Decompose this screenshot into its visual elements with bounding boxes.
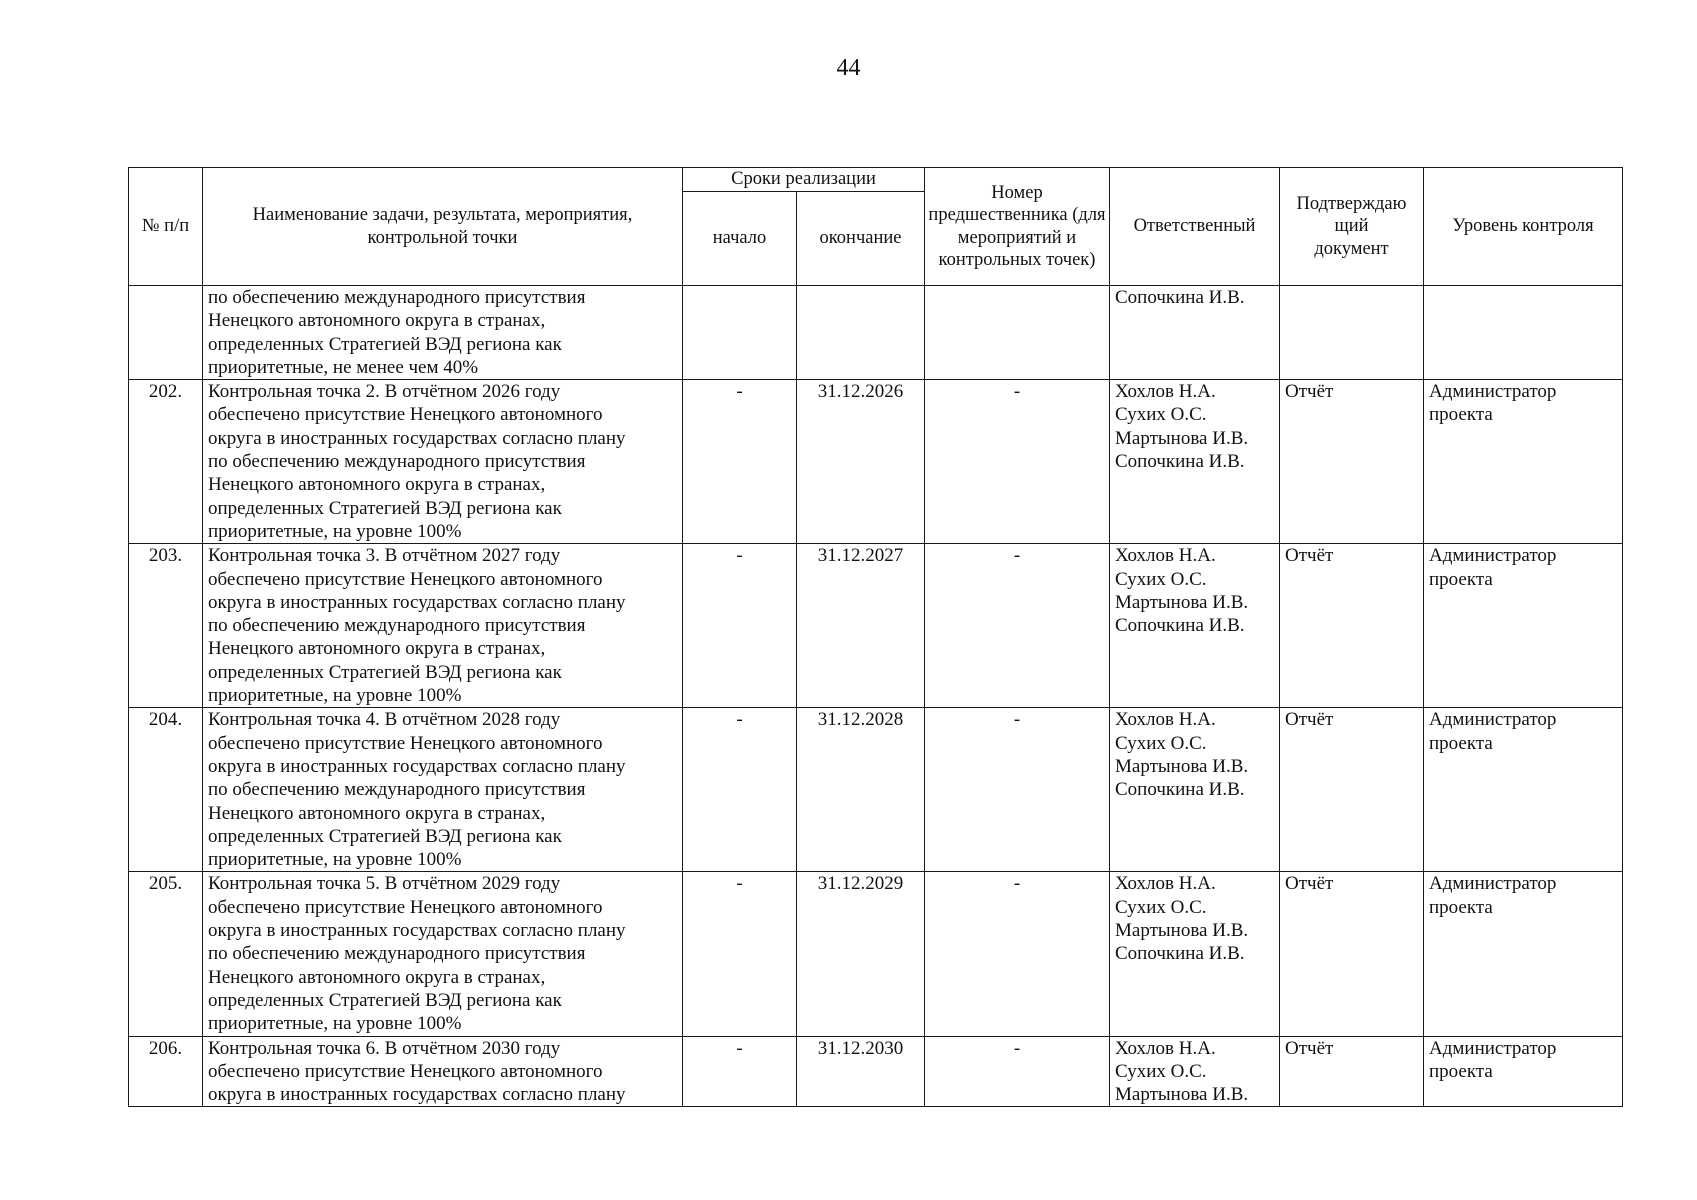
cell-num: 204. [129,708,203,872]
cell-start: - [683,872,797,1036]
cell-document: Отчёт [1280,872,1424,1036]
cell-line: обеспечено присутствие Ненецкого автономного [208,1060,603,1082]
cell-line: определенных Стратегией ВЭД региона как [208,497,562,519]
table-header [129,168,1623,286]
table-row [129,1036,1623,1107]
cell-line: определенных Стратегией ВЭД региона как [208,333,562,355]
cell-line: Сопочкина И.В. [1115,451,1245,473]
cell-num: 202. [129,380,203,544]
cell-control-level [1424,544,1623,708]
cell-line: Сопочкина И.В. [1115,943,1245,965]
cell-start: - [683,380,797,544]
cell-line: Контрольная точка 4. В отчётном 2028 году [208,709,561,731]
cell-line: проекта [1429,568,1493,590]
cell-line: по обеспечению международного присутствия [208,943,586,965]
cell-responsible [1110,286,1280,380]
cell-line: Ненецкого автономного округа в странах, [208,966,546,988]
header-name: Наименование задачи, результата, мероприятия, контрольной точки [203,168,683,286]
cell-line: Мартынова И.В. [1115,1084,1249,1106]
cell-document: Отчёт [1280,380,1424,544]
cell-end: 31.12.2030 [797,1036,925,1107]
header-period: Сроки реализации [683,168,925,192]
cell-predecessor: - [925,380,1110,544]
header-document-line: щий [1334,216,1369,237]
cell-end: 31.12.2029 [797,872,925,1036]
cell-line: по обеспечению международного присутствия [208,615,586,637]
cell-line: Хохлов Н.А. [1115,381,1216,403]
cell-line: обеспечено присутствие Ненецкого автономного [208,404,603,426]
table-row [129,544,1623,708]
cell-document [1280,286,1424,380]
cell-line: приоритетные, на уровне 100% [208,849,462,871]
cell-line: округа в иностранных государствах согласно плану [208,427,626,449]
cell-num: 205. [129,872,203,1036]
cell-line: Хохлов Н.А. [1115,1037,1216,1059]
header-document [1280,168,1424,286]
table-row [129,380,1623,544]
cell-line: Контрольная точка 2. В отчётном 2026 году [208,381,561,403]
cell-line: приоритетные, на уровне 100% [208,685,462,707]
cell-control-level [1424,380,1623,544]
cell-start: - [683,708,797,872]
cell-line: Сухих О.С. [1115,896,1207,918]
cell-line: проекта [1429,896,1493,918]
cell-line: округа в иностранных государствах согласно плану [208,1084,626,1106]
cell-line: Ненецкого автономного округа в странах, [208,310,546,332]
cell-num: 203. [129,544,203,708]
cell-line: по обеспечению международного присутствия [208,287,586,308]
cell-line: обеспечено присутствие Ненецкого автономного [208,732,603,754]
cell-end: 31.12.2026 [797,380,925,544]
header-start: начало [683,192,797,286]
cell-line: Ненецкого автономного округа в странах, [208,802,546,824]
cell-line: приоритетные, на уровне 100% [208,520,462,542]
header-document-line: Подтверждаю [1296,193,1407,214]
cell-responsible [1110,380,1280,544]
cell-name [203,1036,683,1107]
cell-end: 31.12.2028 [797,708,925,872]
cell-line: по обеспечению международного присутствия [208,779,586,801]
cell-line: Сухих О.С. [1115,732,1207,754]
cell-line: Администратор [1429,381,1557,403]
cell-line: проекта [1429,404,1493,426]
cell-responsible [1110,1036,1280,1107]
cell-line: приоритетные, на уровне 100% [208,1013,462,1035]
cell-line: Администратор [1429,709,1557,731]
cell-document: Отчёт [1280,1036,1424,1107]
cell-control-level [1424,708,1623,872]
cell-line: Мартынова И.В. [1115,755,1249,777]
header-predecessor: Номер предшественника (для мероприятий и контрольных точек) [925,168,1110,286]
page-number: 44 [836,55,861,81]
header-control-level: Уровень контроля [1424,168,1623,286]
cell-line: Контрольная точка 6. В отчётном 2030 году [208,1037,561,1059]
cell-line: Мартынова И.В. [1115,427,1249,449]
cell-predecessor: - [925,872,1110,1036]
table-row [129,708,1623,872]
cell-control-level [1424,1036,1623,1107]
cell-start: - [683,1036,797,1107]
cell-num: 206. [129,1036,203,1107]
cell-name [203,380,683,544]
header-responsible: Ответственный [1110,168,1280,286]
cell-line: Сухих О.С. [1115,404,1207,426]
cell-line: Сухих О.С. [1115,568,1207,590]
cell-predecessor: - [925,1036,1110,1107]
header-end: окончание [797,192,925,286]
cell-line: Мартынова И.В. [1115,920,1249,942]
cell-predecessor [925,286,1110,380]
cell-line: Сопочкина И.В. [1115,779,1245,801]
cell-name [203,544,683,708]
cell-line: Сухих О.С. [1115,1060,1207,1082]
header-document-line: документ [1314,238,1389,259]
cell-responsible [1110,872,1280,1036]
cell-control-level [1424,286,1623,380]
cell-line: Ненецкого автономного округа в странах, [208,474,546,496]
cell-line: округа в иностранных государствах согласно плану [208,755,626,777]
implementation-plan-table [128,167,1623,1107]
cell-document: Отчёт [1280,708,1424,872]
table-row-continuation [129,286,1623,380]
cell-line: определенных Стратегией ВЭД региона как [208,989,562,1011]
cell-start [683,286,797,380]
cell-line: Администратор [1429,1037,1557,1059]
cell-line: определенных Стратегией ВЭД региона как [208,661,562,683]
cell-predecessor: - [925,708,1110,872]
cell-line: округа в иностранных государствах согласно плану [208,591,626,613]
cell-line: Контрольная точка 5. В отчётном 2029 году [208,873,561,895]
cell-document: Отчёт [1280,544,1424,708]
cell-line: обеспечено присутствие Ненецкого автономного [208,896,603,918]
table-body [129,286,1623,1107]
cell-start: - [683,544,797,708]
cell-line: Администратор [1429,873,1557,895]
cell-line: проекта [1429,732,1493,754]
cell-end: 31.12.2027 [797,544,925,708]
cell-line: Сопочкина И.В. [1115,287,1245,308]
cell-end [797,286,925,380]
cell-line: проекта [1429,1060,1493,1082]
table-row [129,872,1623,1036]
cell-name [203,708,683,872]
cell-line: определенных Стратегией ВЭД региона как [208,825,562,847]
cell-line: Контрольная точка 3. В отчётном 2027 году [208,545,561,567]
cell-num [129,286,203,380]
cell-predecessor: - [925,544,1110,708]
cell-line: по обеспечению международного присутствия [208,451,586,473]
cell-line: Сопочкина И.В. [1115,615,1245,637]
cell-line: округа в иностранных государствах согласно плану [208,920,626,942]
cell-control-level [1424,872,1623,1036]
cell-line: Хохлов Н.А. [1115,709,1216,731]
cell-line: Администратор [1429,545,1557,567]
cell-name [203,286,683,380]
cell-line: Ненецкого автономного округа в странах, [208,638,546,660]
cell-line: Хохлов Н.А. [1115,873,1216,895]
cell-responsible [1110,544,1280,708]
cell-line: Мартынова И.В. [1115,591,1249,613]
cell-line: приоритетные, не менее чем 40% [208,356,479,378]
cell-responsible [1110,708,1280,872]
cell-line: Хохлов Н.А. [1115,545,1216,567]
header-num: № п/п [129,168,203,286]
cell-line: обеспечено присутствие Ненецкого автономного [208,568,603,590]
cell-name [203,872,683,1036]
